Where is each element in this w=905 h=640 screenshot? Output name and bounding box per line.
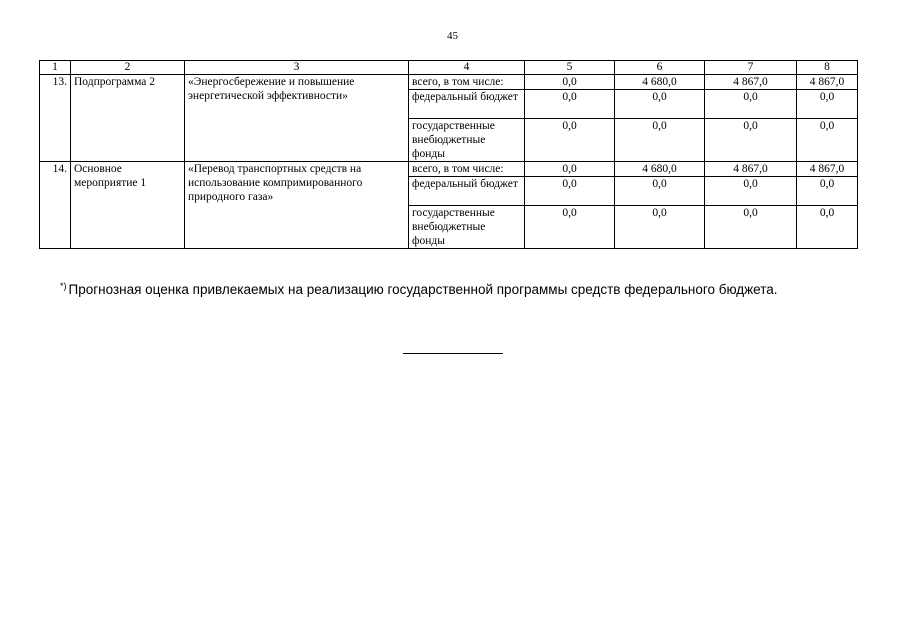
column-number: 6 xyxy=(615,61,705,75)
value-cell: 0,0 xyxy=(615,90,705,119)
source-label: федеральный бюджет xyxy=(409,177,525,206)
value-cell: 0,0 xyxy=(705,119,797,162)
value-cell: 4 680,0 xyxy=(615,162,705,177)
value-cell: 0,0 xyxy=(615,119,705,162)
value-cell: 0,0 xyxy=(615,206,705,249)
value-cell: 0,0 xyxy=(525,90,615,119)
value-cell: 4 867,0 xyxy=(705,162,797,177)
value-cell: 0,0 xyxy=(797,177,858,206)
column-number: 1 xyxy=(40,61,71,75)
column-number-row xyxy=(40,61,858,75)
end-rule xyxy=(403,353,503,354)
value-cell: 0,0 xyxy=(705,177,797,206)
footnote-text: Прогнозная оценка привлекаемых на реализацию государственной программы средств федерального бюджета. xyxy=(68,282,778,297)
source-label: федеральный бюджет xyxy=(409,90,525,119)
value-cell: 0,0 xyxy=(525,119,615,162)
value-cell: 0,0 xyxy=(615,177,705,206)
source-label: государственные внебюджетные фонды xyxy=(409,206,525,249)
row-type: Подпрограмма 2 xyxy=(71,75,185,162)
value-cell: 0,0 xyxy=(525,206,615,249)
value-cell: 4 867,0 xyxy=(705,75,797,90)
value-cell: 0,0 xyxy=(797,90,858,119)
column-number: 2 xyxy=(71,61,185,75)
footnote-marker: *) xyxy=(60,281,67,291)
row-number: 13. xyxy=(40,75,71,162)
row-name: «Перевод транспортных средств на использование компримированного природного газа» xyxy=(185,162,409,249)
value-cell: 0,0 xyxy=(525,162,615,177)
source-label: всего, в том числе: xyxy=(409,75,525,90)
source-label: всего, в том числе: xyxy=(409,162,525,177)
value-cell: 0,0 xyxy=(525,177,615,206)
value-cell: 0,0 xyxy=(797,206,858,249)
budget-table xyxy=(39,60,858,249)
value-cell: 0,0 xyxy=(705,206,797,249)
value-cell: 4 867,0 xyxy=(797,162,858,177)
table-row xyxy=(40,162,858,177)
row-number: 14. xyxy=(40,162,71,249)
value-cell: 0,0 xyxy=(525,75,615,90)
column-number: 8 xyxy=(797,61,858,75)
source-label: государственные внебюджетные фонды xyxy=(409,119,525,162)
column-number: 3 xyxy=(185,61,409,75)
row-type: Основное мероприятие 1 xyxy=(71,162,185,249)
value-cell: 4 867,0 xyxy=(797,75,858,90)
table-row xyxy=(40,75,858,90)
value-cell: 0,0 xyxy=(797,119,858,162)
value-cell: 4 680,0 xyxy=(615,75,705,90)
row-name: «Энергосбережение и повышение энергетической эффективности» xyxy=(185,75,409,162)
page-number: 45 xyxy=(447,30,458,42)
footnote xyxy=(60,281,778,297)
column-number: 7 xyxy=(705,61,797,75)
value-cell: 0,0 xyxy=(705,90,797,119)
column-number: 4 xyxy=(409,61,525,75)
column-number: 5 xyxy=(525,61,615,75)
